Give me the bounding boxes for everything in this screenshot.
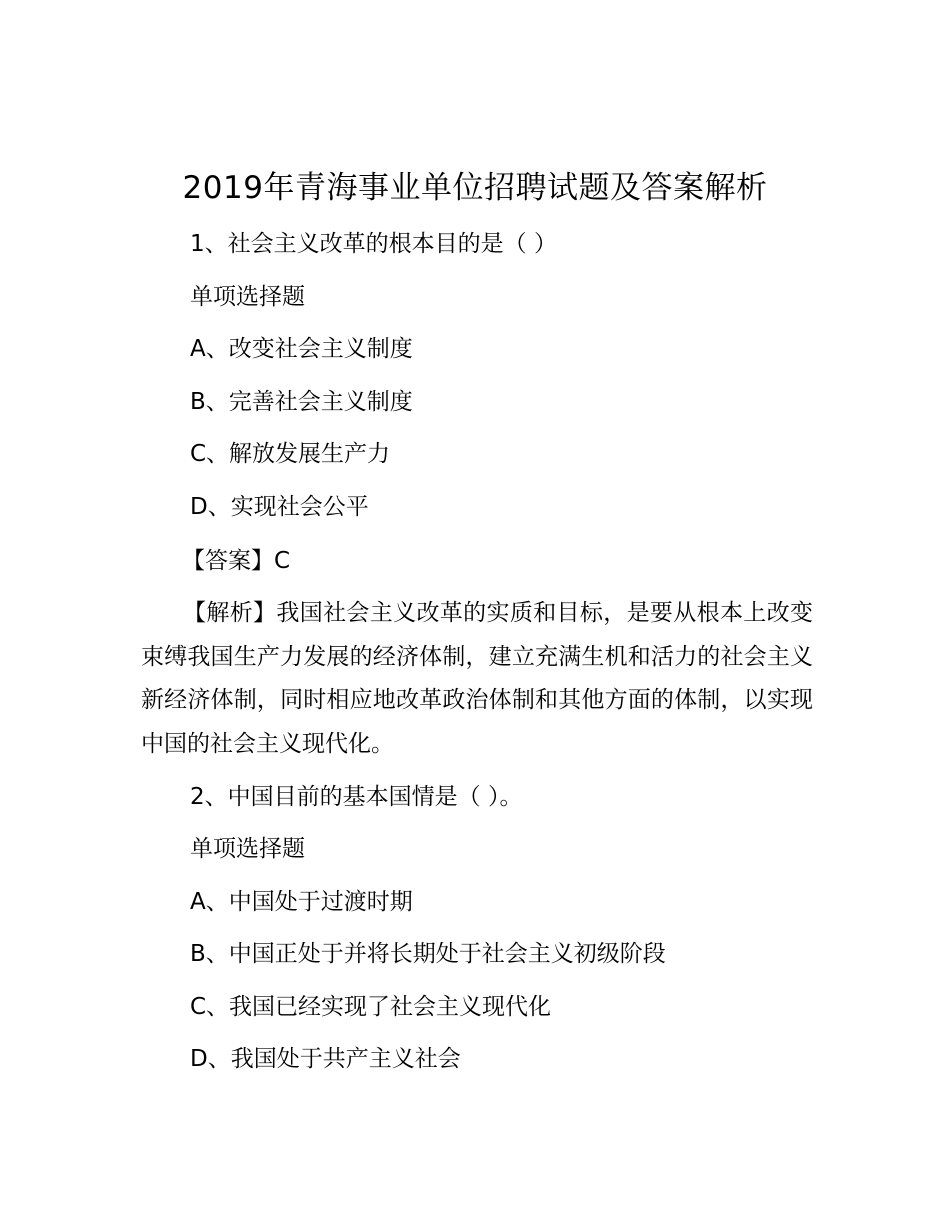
question-2-option-a: A、中国处于过渡时期 xyxy=(190,889,413,915)
question-1-option-c: C、解放发展生产力 xyxy=(190,441,391,467)
question-1-analysis: 【解析】我国社会主义改革的实质和目标，是要从根本上改变束缚我国生产力发展的经济体制，建立充满生机和活力的社会主义新经济体制，同时相应地改革政治体制和其他方面的体制，以实现中国的社会主义现代化。 xyxy=(141,600,813,757)
document-title: 2019年青海事业单位招聘试题及答案解析 xyxy=(182,170,768,206)
question-1-type: 单项选择题 xyxy=(190,284,305,310)
question-1-option-a: A、改变社会主义制度 xyxy=(190,336,413,362)
question-1-option-b: B、完善社会主义制度 xyxy=(190,389,413,415)
question-1-option-d: D、实现社会公平 xyxy=(190,494,369,520)
question-2-option-b: B、中国正处于并将长期处于社会主义初级阶段 xyxy=(190,941,666,967)
question-2-option-c: C、我国已经实现了社会主义现代化 xyxy=(190,994,552,1020)
question-2-option-d: D、我国处于共产主义社会 xyxy=(190,1046,461,1072)
question-2-type: 单项选择题 xyxy=(190,836,305,862)
question-1-answer: 【答案】C xyxy=(182,548,291,574)
question-1-stem: 1、社会主义改革的根本目的是（ ） xyxy=(190,231,557,257)
question-2-stem: 2、中国目前的基本国情是（ ）。 xyxy=(190,784,523,810)
